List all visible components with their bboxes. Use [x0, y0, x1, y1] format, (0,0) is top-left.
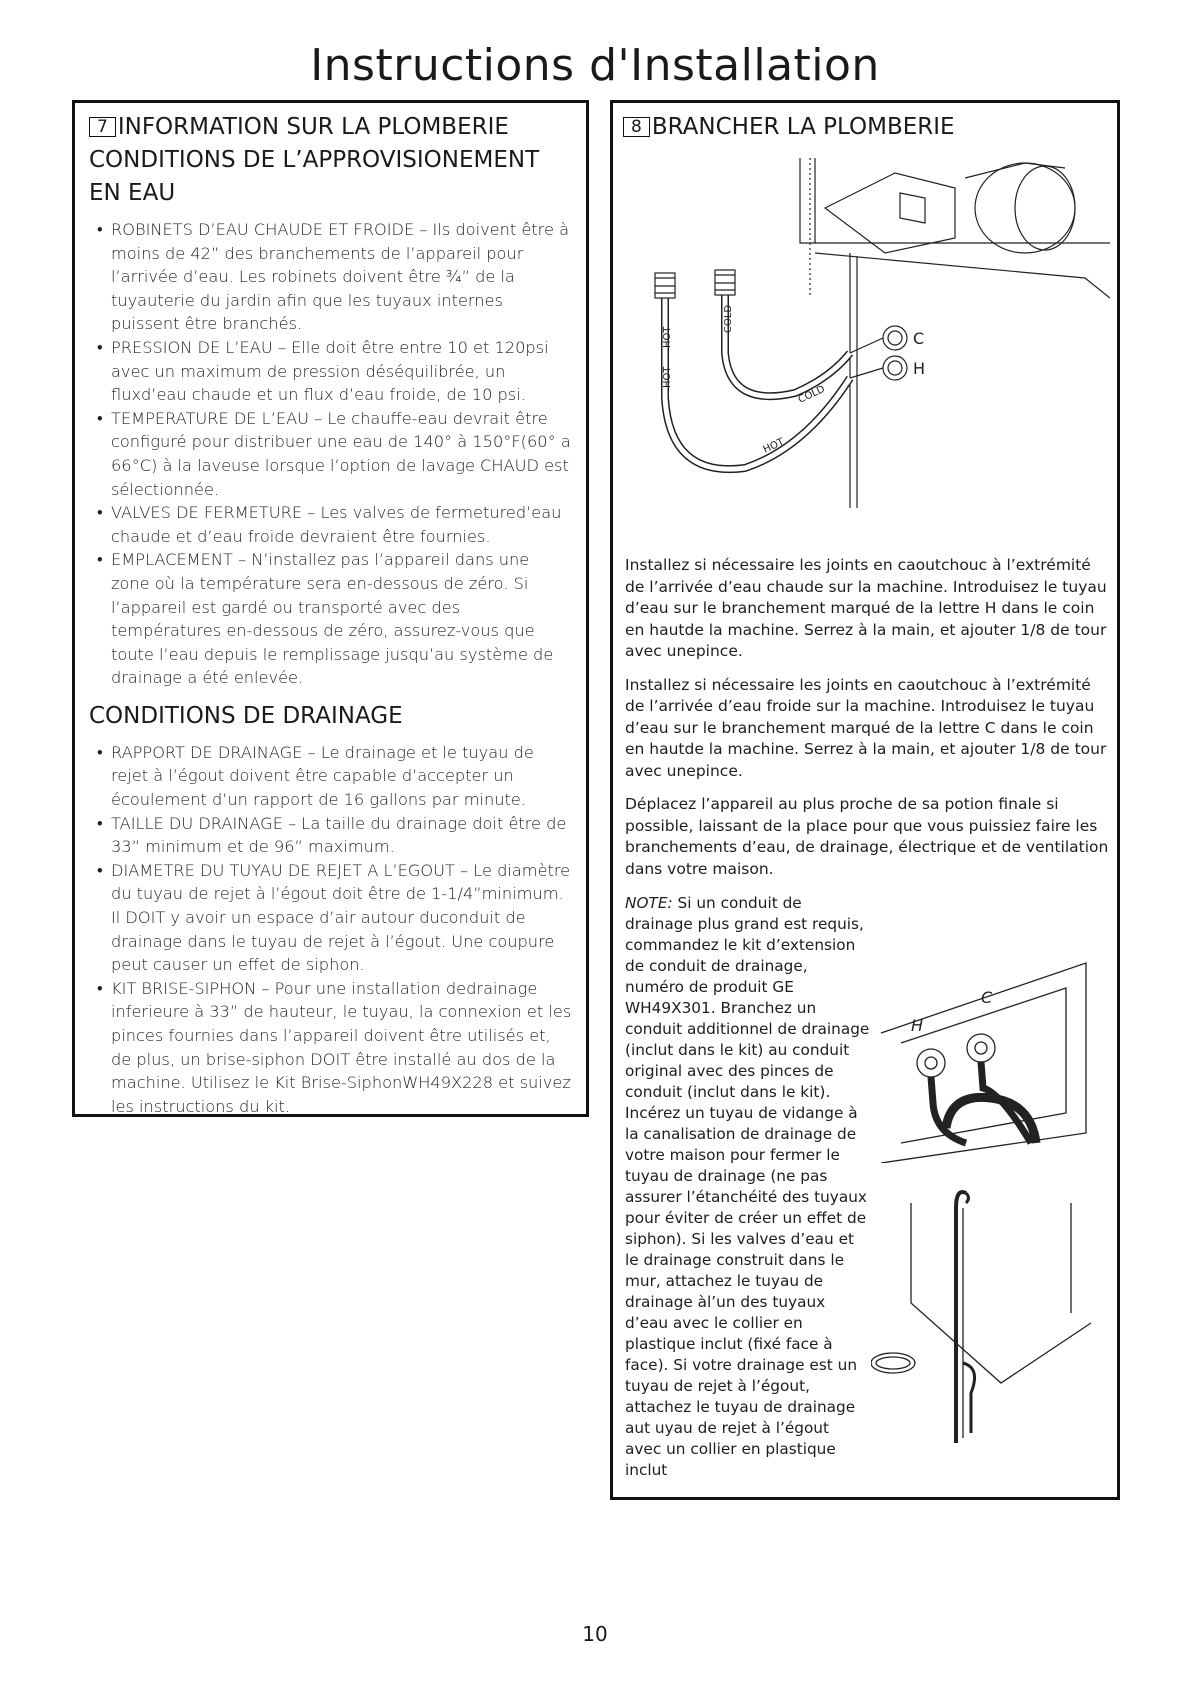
hot-connector-label: H — [913, 359, 926, 378]
hot-label: HOT — [662, 326, 673, 348]
list-item: • EMPLACEMENT – N’installez pas l’appareil dans une zone où la température sera en-dessous de zéro. Si l’appareil est gardé ou transporté avec des températures en-dessous de zéro, assurez-vous que toute l’eau depuis le remplissage jusqu’au système de drainage a été enlevée. — [89, 548, 572, 690]
hose-connection-illustration — [625, 148, 1110, 548]
wall-valves-illustration — [871, 943, 1111, 1163]
note-label: NOTE: — [625, 894, 673, 912]
cold-valve-label: C — [981, 988, 993, 1007]
list-item: • KIT BRISE-SIPHON – Pour une installation dedrainage inferieure à 33” de hauteur, le tuyau, la connexion et les pinces fournies dans l’appareil doivent être utilisés et, de plus, un brise-siphon DOIT être installé au dos de la machine. Utilisez le Kit Brise-SiphonWH49X228 et suivez les instructions du kit. — [89, 977, 572, 1119]
cold-label: COLD — [796, 383, 827, 406]
hot-label: HOT — [662, 366, 673, 388]
cold-label: COLD — [723, 304, 734, 333]
water-supply-heading: CONDITIONS DE L’APPROVISIONEMENT EN EAU — [89, 147, 540, 206]
list-item: • VALVES DE FERMETURE – Les valves de fermetured’eau chaude et d’eau froide devraient être fournies. — [89, 501, 572, 548]
drain-requirements-list — [89, 741, 572, 1119]
hot-hose-instruction: Installez si nécessaire les joints en caoutchouc à l’extrémité de l’arrivée d’eau chaude sur la machine. Introduisez le tuyau d’eau sur le branchement marqué de la lettre H dans le coin en hautde la machine. Serrez à la main, et ajouter 1/8 de tour avec unepince. — [625, 556, 1107, 660]
connect-plumbing-heading — [623, 111, 1107, 144]
connect-plumbing-panel — [610, 100, 1120, 1500]
drain-hose-illustration — [871, 1183, 1111, 1443]
cold-hose-instruction: Installez si nécessaire les joints en caoutchouc à l’extrémité de l’arrivée d’eau froide sur la machine. Introduisez le tuyau d’eau sur le branchement marqué de la lettre C dans le coin en hautde la machine. Serrez à la main, et ajouter 1/8 de tour avec unepince. — [625, 675, 1107, 780]
list-item: • TEMPERATURE DE L’EAU – Le chauffe-eau devrait être configuré pour distribuer une eau de 140° à 150°F(60° a 66°C) à la laveuse lorsque l’option de lavage CHAUD est sélectionnée. — [89, 407, 572, 501]
plumbing-info-panel — [72, 100, 589, 1117]
drain-note — [625, 893, 870, 1481]
water-supply-list — [89, 218, 572, 690]
hot-valve-label: H — [911, 1016, 924, 1035]
hot-label: HOT — [761, 436, 786, 456]
list-item: • PRESSION DE L’EAU – Elle doit être entre 10 et 120psi avec un maximum de pression déséquilibrée, un fluxd’eau chaude et un flux d’eau froide, de 10 psi. — [89, 336, 572, 407]
drain-requirements-heading: CONDITIONS DE DRAINAGE — [89, 702, 403, 729]
cold-connector-label: C — [913, 329, 925, 348]
instructions-text — [625, 555, 1115, 892]
position-instruction: Déplacez l’appareil au plus proche de sa potion finale si possible, laissant de la place pour que vous puissiez faire les branchements d’eau, de drainage, électrique et de ventilation dans votre maison. — [625, 795, 1109, 878]
page-title: Instructions d'Installation — [310, 40, 880, 91]
list-item: • DIAMETRE DU TUYAU DE REJET A L’EGOUT – Le diamètre du tuyau de rejet à l’égout doit être de 1-1/4”minimum. Il DOIT y avoir un espace d’air autour duconduit de drainage dans le tuyau de rejet à l’égout. Une coupure peut causer un effet de siphon. — [89, 859, 572, 977]
step-number-badge: 8 — [623, 117, 650, 137]
list-item: • TAILLE DU DRAINAGE – La taille du drainage doit être de 33” minimum et de 96” maximum. — [89, 812, 572, 859]
note-text: Si un conduit de drainage plus grand est requis, commandez le kit d’extension de conduit de drainage, numéro de produit GE WH49X301. Branchez un conduit additionnel de drainage (inclut dans le kit) au conduit original avec des pinces de conduit (inclut dans le kit). Incérez un tuyau de vidange à la canalisation de drainage de votre maison pour fermer le tuyau de drainage (ne pas assurer l’étanchéité des tuyaux pour éviter de créer un effet de siphon). Si les valves d’eau et le drainage construit dans le mur, attachez le tuyau de drainage àl’un des tuyaux d’eau avec le collier en plastique inclut (fixé face à face). Si votre drainage est un tuyau de rejet à l’égout, attachez le tuyau de drainage aut uyau de rejet à l’égout avec un collier en plastique inclut — [625, 894, 870, 1479]
plumbing-info-title: INFORMATION SUR LA PLOMBERIE — [117, 114, 509, 140]
page-number: 10 — [582, 1622, 608, 1646]
list-item: • ROBINETS D’EAU CHAUDE ET FROIDE – Ils doivent être à moins de 42” des branchements de l’appareil pour l’arrivée d’eau. Les robinets doivent être ¾” de la tuyauterie du jardin afin que les tuyaux internes puissent être branchés. — [89, 218, 572, 336]
list-item: • RAPPORT DE DRAINAGE – Le drainage et le tuyau de rejet à l’égout doivent être capable d’accepter un écoulement d’un rapport de 16 gallons par minute. — [89, 741, 572, 812]
step-number-badge: 7 — [89, 117, 116, 137]
connect-plumbing-title: BRANCHER LA PLOMBERIE — [651, 114, 955, 140]
plumbing-info-heading — [89, 111, 572, 144]
